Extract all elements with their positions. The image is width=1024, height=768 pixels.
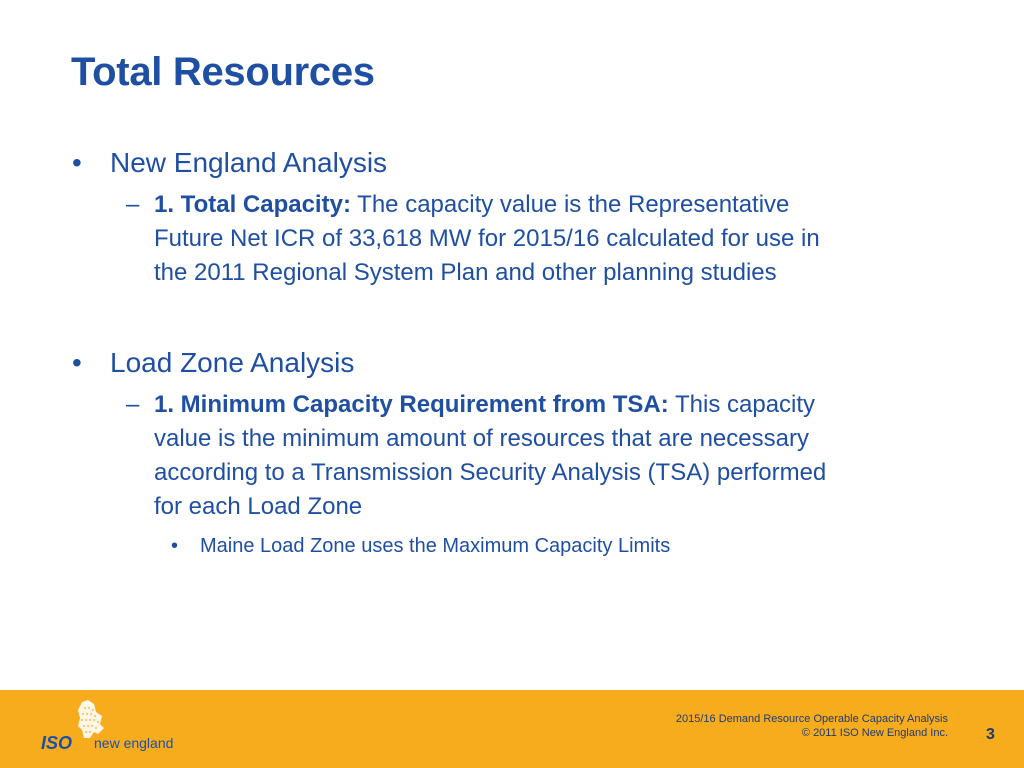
text-line: according to a Transmission Security Analysis (TSA) performed: [154, 459, 827, 486]
page-number: 3: [986, 726, 995, 743]
text-line: Future Net ICR of 33,618 MW for 2015/16 calculated for use in: [154, 225, 820, 252]
bullet-icon: •: [171, 535, 179, 557]
dash-icon: –: [126, 191, 140, 218]
slide-title: Total Resources: [71, 50, 375, 94]
logo-iso-text: ISO: [41, 733, 73, 753]
dash-icon: –: [126, 391, 140, 418]
sub-sub-bullet-text: Maine Load Zone uses the Maximum Capacity Limits: [200, 535, 671, 557]
footer-caption: [676, 712, 948, 740]
footer-caption-title: 2015/16 Demand Resource Operable Capacity Analysis: [675, 713, 948, 725]
line-text: This capacity: [668, 391, 816, 418]
footer-copyright: © 2011 ISO New England Inc.: [801, 727, 948, 739]
text-line: value is the minimum amount of resources that are necessary: [154, 425, 809, 452]
bold-label: 1. Total Capacity:: [154, 191, 351, 218]
section-heading: Load Zone Analysis: [110, 347, 355, 378]
sub-bullet-body: [154, 188, 974, 290]
footer-bar: [0, 690, 1024, 768]
sub-bullet-body: [154, 388, 974, 524]
section-heading: New England Analysis: [110, 147, 388, 178]
text-line: for each Load Zone: [154, 493, 363, 520]
bold-label: 1. Minimum Capacity Requirement from TSA:: [154, 391, 669, 418]
text-line: [154, 388, 974, 422]
iso-new-england-logo: [38, 698, 188, 760]
line-text: The capacity value is the Representative: [350, 191, 790, 218]
bullet-icon: •: [72, 147, 82, 178]
text-line: [154, 188, 974, 222]
logo-new-england-text: new england: [94, 735, 174, 751]
bullet-icon: •: [72, 347, 82, 378]
text-line: the 2011 Regional System Plan and other planning studies: [154, 259, 777, 286]
